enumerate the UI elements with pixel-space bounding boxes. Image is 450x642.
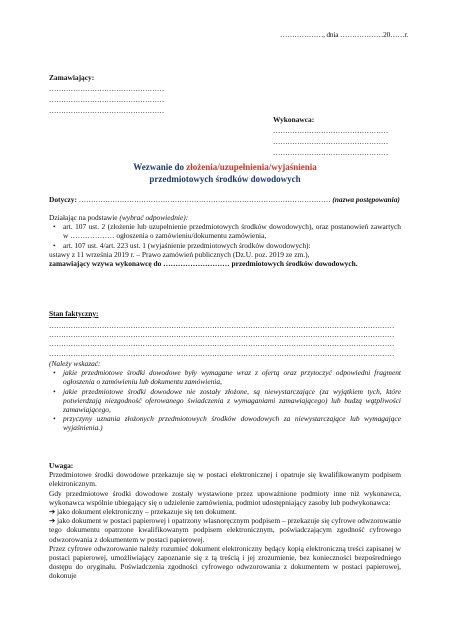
facts-hint-label: (Należy wskazać: <box>49 359 101 368</box>
contractor-line-3: ………………………………………… <box>273 148 389 157</box>
summons-text: zamawiający wzywa wykonawcę do ……………………… przedmiotowych środków dowodowych. <box>49 259 358 269</box>
title-prefix: Wezwanie do <box>133 162 187 172</box>
document-title <box>60 161 390 185</box>
legal-basis-intro-text: Działając na podstawie <box>49 213 118 222</box>
subject-dots: …………………………………………………………………………………………… <box>78 195 331 204</box>
facts-hint-list <box>49 368 401 432</box>
note-block <box>49 461 401 581</box>
subject-line <box>49 195 409 204</box>
contractor-label: Wykonawca: <box>273 115 315 124</box>
note-paragraph: Przez cyfrowe odwzorowanie należy rozumieć dokument elektroniczny będący kopią elektroniczną treści zapisanej w postaci papierowej, umożliwiający zapoznanie się z tą treścią i jej zrozumienie, bez konieczności bezpośredniego dostępu do oryginału. Poświadczenia zgodności cyfrowego odwzorowania z dokumentem w postaci papierowej, dokonuje <box>49 543 401 581</box>
note-paragraph: ➔ jako dokument w postaci papierowej i opatrzony własnoręcznym podpisem – przekazuje się cyfrowe odwzorowanie tego dokumentu opatrzone kwalifikowanym podpisem elektronicznym, poświadczającym zgodność cyfrowego odwzorowania z dokumentem w postaci papierowej. <box>49 516 401 544</box>
ordering-party-line-1: ………………………………………… <box>49 84 165 93</box>
title-line-2: przedmiotowych środków dowodowych <box>149 174 301 184</box>
legal-basis-item: • art. 107 ust. 4/art. 223 ust. 1 (wyjaśnienie przedmiotowych środków dowodowych): <box>49 241 401 250</box>
note-paragraph: Gdy przedmiotowe środki dowodowe zostały wystawione przez upoważnione podmioty inne niż wykonawca, wykonawca wspólnie ubiegający się o udzielenie zamówienia, podmiot udostępniający zasoby lub podwykonawca: <box>49 488 401 507</box>
note-label: Uwaga: <box>49 461 74 470</box>
subject-label: Dotyczy: <box>49 195 77 204</box>
note-paragraph: Przedmiotowe środki dowodowe przekazuje się w postaci elektronicznej i opatruje się kwalifikowanym podpisem elektronicznym. <box>49 470 401 489</box>
title-line-1 <box>60 161 390 173</box>
facts-hints <box>49 359 401 433</box>
ordering-party-line-3: ………………………………………… <box>49 106 165 115</box>
facts-hint-item: • przyczyny uznania złożonych przedmiotowych środków dowodowych za niewystarczające lub wymagające wyjaśnienia.) <box>49 414 401 432</box>
subject-suffix: (nazwa postępowania) <box>332 195 400 204</box>
note-paragraph: ➔ jako dokument elektroniczny – przekazuje się ten dokument. <box>49 507 237 517</box>
facts-lines <box>49 321 401 358</box>
title-highlight: złożenia/uzupełnienia/wyjaśnienia <box>186 162 317 172</box>
ordering-party-label: Zamawiający: <box>49 73 95 82</box>
legal-basis-list <box>49 222 401 250</box>
facts-line: ……………………………………………………………………………………………………………………………… <box>49 321 395 330</box>
contractor-line-2: ………………………………………… <box>273 137 389 146</box>
facts-line: ……………………………………………………………………………………………………………………………… <box>49 339 395 349</box>
facts-hint-item: • jakie przedmiotowe środki dowodowe nie zostały złożone, są niewystarczające (za wyjątkiem tych, które potwierdzają niezgodność oferowanego świadczenia z wymaganiami zamawiającego) lub budzą wątpliwości zamawiającego, <box>49 387 401 415</box>
law-text: ustawy z 11 września 2019 r. – Prawo zamówień publicznych (Dz.U. poz. 2019 ze zm.), <box>49 249 310 259</box>
facts-line: ……………………………………………………………………………………………………………………………… <box>49 348 395 358</box>
facts-hint-item: • jakie przedmiotowe środki dowodowe były wymagane wraz z ofertą oraz przytoczyć odpowiedni fragment ogłoszenia o zamówieniu lub dokumentu zamówienia, <box>49 368 401 386</box>
legal-basis-block <box>49 213 401 268</box>
place-date-line: ………………, dnia ………………20……r. <box>280 30 409 39</box>
legal-basis-intro-italic: (wybrać odpowiednie): <box>119 213 189 222</box>
ordering-party-line-2: ………………………………………… <box>49 95 165 104</box>
contractor-line-1: ………………………………………… <box>273 126 389 135</box>
legal-basis-item: • art. 107 ust. 2 (złożenie lub uzupełnienie przedmiotowych środków dowodowych), oraz postanowień zawartych w ……………… ogłoszenia o zamówieniu/dokumentu zamówienia, <box>49 222 401 240</box>
facts-label: Stan faktyczny: <box>49 309 99 318</box>
facts-line: ……………………………………………………………………………………………………………………………… <box>49 330 395 340</box>
legal-basis-intro <box>49 213 401 222</box>
